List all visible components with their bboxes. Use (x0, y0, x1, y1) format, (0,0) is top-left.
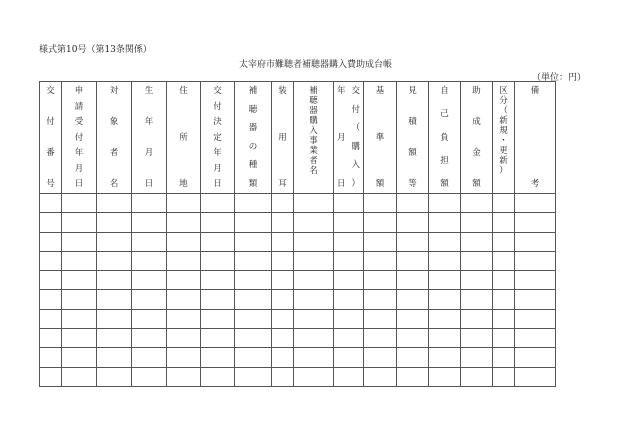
header-char: 購 (309, 116, 318, 126)
table-cell (294, 309, 334, 328)
table-cell (515, 251, 556, 270)
column-header (515, 82, 556, 194)
table-cell (167, 194, 201, 213)
table-cell (334, 213, 364, 232)
table-cell (493, 194, 515, 213)
table-cell (334, 309, 364, 328)
table-cell (272, 367, 294, 386)
table-cell (429, 367, 461, 386)
table-cell (515, 213, 556, 232)
table-cell (461, 309, 493, 328)
header-char: 助 (472, 86, 481, 96)
header-char: 等 (408, 179, 417, 189)
table-cell (364, 271, 397, 290)
header-char: 更 (499, 146, 508, 156)
column-header (62, 82, 97, 194)
header-char: 申 (74, 86, 84, 96)
table-cell (235, 367, 272, 386)
table-cell (294, 251, 334, 270)
table-cell (97, 194, 132, 213)
table-cell (334, 271, 364, 290)
table-cell (201, 309, 235, 328)
table-cell (429, 251, 461, 270)
table-cell (397, 271, 429, 290)
header-char: 定 (213, 132, 222, 143)
table-cell (272, 290, 294, 309)
table-cell (235, 290, 272, 309)
header-char: 担 (440, 155, 449, 166)
column-header (40, 82, 62, 194)
header-char: 日 (336, 179, 346, 189)
table-cell (429, 290, 461, 309)
table-cell (364, 232, 397, 251)
table-cell (97, 309, 132, 328)
table-cell (40, 271, 62, 290)
header-char: 所 (179, 132, 188, 143)
table-cell (364, 251, 397, 270)
table-row (40, 329, 556, 348)
header-char: 付 (74, 132, 84, 143)
table-cell (429, 194, 461, 213)
table-cell (294, 213, 334, 232)
table-row (40, 348, 556, 367)
column-header (429, 82, 461, 194)
table-cell (201, 251, 235, 270)
header-char: 生 (144, 86, 154, 96)
table-cell (461, 232, 493, 251)
header-char: （ (351, 123, 360, 134)
header-row (40, 82, 556, 194)
header-char: 種 (248, 160, 258, 171)
table-cell (397, 309, 429, 328)
table-cell (461, 348, 493, 367)
header-char: 耳 (278, 179, 287, 189)
table-cell (272, 232, 294, 251)
table-cell (294, 329, 334, 348)
header-char: 基 (375, 86, 385, 96)
table-cell (201, 213, 235, 232)
header-char: 器 (248, 123, 258, 134)
table-cell (334, 290, 364, 309)
header-char: 入 (351, 160, 360, 171)
header-char: 購 (351, 141, 360, 152)
table-cell (493, 329, 515, 348)
header-char: 己 (440, 109, 449, 120)
column-header (167, 82, 201, 194)
table-cell (461, 251, 493, 270)
table-cell (397, 251, 429, 270)
table-cell (461, 271, 493, 290)
table-cell (62, 329, 97, 348)
table-cell (167, 309, 201, 328)
table-cell (515, 329, 556, 348)
header-char: 事 (309, 136, 318, 146)
header-char: 準 (375, 132, 385, 143)
ledger-table (39, 81, 556, 387)
table-cell (397, 213, 429, 232)
header-char: 入 (309, 126, 318, 136)
table-cell (97, 348, 132, 367)
table-cell (397, 290, 429, 309)
table-cell (62, 367, 97, 386)
header-char: 見 (408, 86, 417, 96)
table-cell (493, 232, 515, 251)
header-char: 装 (278, 86, 287, 96)
table-cell (294, 271, 334, 290)
table-cell (40, 290, 62, 309)
table-cell (294, 348, 334, 367)
header-char: 象 (109, 117, 119, 127)
table-cell (429, 309, 461, 328)
table-cell (397, 367, 429, 386)
table-cell (62, 271, 97, 290)
header-char: 日 (213, 179, 222, 189)
table-cell (40, 251, 62, 270)
table-cell (235, 213, 272, 232)
table-cell (97, 271, 132, 290)
table-cell (364, 329, 397, 348)
table-cell (167, 367, 201, 386)
table-cell (167, 271, 201, 290)
header-char: 聴 (309, 96, 318, 106)
table-cell (272, 348, 294, 367)
header-char: 交 (213, 86, 222, 96)
header-char: 補 (309, 86, 318, 96)
header-char: 月 (74, 163, 84, 174)
header-char: 年 (74, 148, 84, 158)
column-header (294, 82, 334, 194)
table-cell (167, 290, 201, 309)
table-cell (132, 309, 167, 328)
table-cell (515, 309, 556, 328)
table-cell (429, 329, 461, 348)
table-cell (97, 232, 132, 251)
table-cell (294, 290, 334, 309)
table-cell (334, 329, 364, 348)
table-cell (364, 194, 397, 213)
header-char: ） (499, 166, 508, 176)
header-char: 名 (309, 166, 318, 176)
header-char: 付 (46, 117, 55, 127)
header-char: 月 (213, 163, 222, 174)
table-cell (235, 271, 272, 290)
header-char: 者 (109, 148, 119, 158)
column-header (364, 82, 397, 194)
table-cell (235, 232, 272, 251)
column-header (97, 82, 132, 194)
header-char: 新 (499, 156, 508, 166)
table-cell (167, 329, 201, 348)
table-cell (493, 367, 515, 386)
table-cell (461, 290, 493, 309)
table-cell (235, 194, 272, 213)
table-cell (272, 329, 294, 348)
table-cell (294, 232, 334, 251)
header-char: 年 (336, 86, 346, 96)
header-char: 号 (46, 179, 55, 189)
table-cell (235, 251, 272, 270)
header-char: 住 (179, 86, 188, 96)
table-cell (429, 213, 461, 232)
column-header (235, 82, 272, 194)
header-char: （ (499, 106, 508, 116)
header-char: 交 (351, 86, 360, 96)
header-char: 用 (278, 132, 287, 143)
table-cell (334, 367, 364, 386)
table-row (40, 309, 556, 328)
column-header (397, 82, 429, 194)
table-cell (40, 194, 62, 213)
table-cell (235, 348, 272, 367)
header-char: 器 (309, 106, 318, 116)
table-cell (132, 348, 167, 367)
table-cell (40, 213, 62, 232)
table-cell (132, 213, 167, 232)
table-cell (515, 232, 556, 251)
table-cell (294, 194, 334, 213)
table-cell (272, 213, 294, 232)
table-cell (97, 329, 132, 348)
table-cell (364, 348, 397, 367)
table-cell (235, 309, 272, 328)
column-header (201, 82, 235, 194)
header-char: 額 (440, 179, 449, 189)
header-char: 額 (375, 179, 385, 189)
header-char: の (248, 141, 258, 152)
header-char: ・ (499, 136, 508, 146)
header-char: 付 (213, 101, 222, 112)
table-row (40, 251, 556, 270)
header-char: 区 (499, 86, 508, 96)
table-cell (40, 348, 62, 367)
table-cell (364, 290, 397, 309)
page-title: 太宰府市難聴者補聴器購入費助成台帳 (239, 60, 393, 70)
header-char: 月 (336, 132, 346, 143)
table-cell (40, 309, 62, 328)
table-cell (272, 309, 294, 328)
header-char: 金 (472, 148, 481, 158)
table-cell (397, 232, 429, 251)
table-cell (272, 194, 294, 213)
table-row (40, 232, 556, 251)
table-cell (272, 271, 294, 290)
table-cell (167, 213, 201, 232)
table-cell (493, 251, 515, 270)
table-cell (493, 213, 515, 232)
table-cell (62, 213, 97, 232)
header-char: 請 (74, 101, 84, 112)
table-row (40, 290, 556, 309)
table-cell (493, 290, 515, 309)
table-cell (364, 309, 397, 328)
table-cell (62, 194, 97, 213)
column-header (132, 82, 167, 194)
table-cell (62, 251, 97, 270)
form-number: 様式第10号（第13条関係） (39, 45, 152, 55)
header-char: 月 (144, 148, 154, 158)
table-row (40, 271, 556, 290)
table-cell (493, 348, 515, 367)
column-header (272, 82, 294, 194)
table-cell (334, 251, 364, 270)
table-cell (272, 251, 294, 270)
header-char: 補 (248, 86, 258, 96)
header-char: 考 (530, 179, 540, 189)
header-char: 日 (74, 179, 84, 189)
table-cell (429, 232, 461, 251)
table-cell (334, 232, 364, 251)
table-cell (62, 232, 97, 251)
table-cell (397, 194, 429, 213)
table-cell (461, 194, 493, 213)
table-cell (493, 309, 515, 328)
header-char: 受 (74, 117, 84, 127)
table-cell (40, 329, 62, 348)
table-cell (62, 309, 97, 328)
header-char: 名 (109, 179, 119, 189)
table-cell (461, 213, 493, 232)
table-cell (201, 329, 235, 348)
header-char: 交 (46, 86, 55, 96)
table-cell (201, 290, 235, 309)
header-char: 付 (351, 104, 360, 115)
header-char: 年 (144, 117, 154, 127)
table-cell (97, 290, 132, 309)
table-cell (493, 271, 515, 290)
table-row (40, 194, 556, 213)
table-cell (132, 329, 167, 348)
header-char: 者 (309, 156, 318, 166)
table-cell (97, 367, 132, 386)
header-char: ） (351, 178, 360, 189)
header-char: 聴 (248, 104, 258, 115)
header-char: 額 (472, 179, 481, 189)
table-cell (167, 251, 201, 270)
table-cell (461, 367, 493, 386)
table-cell (132, 194, 167, 213)
table-cell (132, 367, 167, 386)
table-cell (397, 329, 429, 348)
header-char: 分 (499, 96, 508, 106)
table-cell (364, 367, 397, 386)
table-cell (132, 251, 167, 270)
header-char: 備 (530, 86, 540, 96)
table-cell (97, 251, 132, 270)
table-row (40, 367, 556, 386)
table-cell (132, 271, 167, 290)
header-char: 類 (248, 178, 258, 189)
unit-label: （単位：円） (532, 73, 587, 83)
header-char: 年 (213, 148, 222, 158)
table-cell (167, 348, 201, 367)
table-cell (235, 329, 272, 348)
table-cell (201, 194, 235, 213)
header-char: 自 (440, 86, 449, 96)
table-cell (201, 367, 235, 386)
table-cell (429, 271, 461, 290)
table-cell (515, 290, 556, 309)
table-cell (364, 213, 397, 232)
header-char: 地 (179, 179, 188, 189)
table-cell (515, 271, 556, 290)
table-cell (397, 348, 429, 367)
header-char: 決 (213, 117, 222, 127)
table-cell (334, 348, 364, 367)
table-cell (132, 290, 167, 309)
table-cell (62, 348, 97, 367)
header-char: 日 (144, 179, 154, 189)
header-char: 成 (472, 117, 481, 127)
table-cell (334, 194, 364, 213)
header-char: 額 (408, 148, 417, 158)
table-cell (294, 367, 334, 386)
table-cell (201, 271, 235, 290)
table-cell (201, 348, 235, 367)
table-cell (167, 232, 201, 251)
header-char: 負 (440, 132, 449, 143)
table-row (40, 213, 556, 232)
table-cell (201, 232, 235, 251)
header-char: 対 (109, 86, 119, 96)
header-char: 番 (46, 148, 55, 158)
table-cell (461, 329, 493, 348)
table-cell (40, 232, 62, 251)
table-cell (62, 290, 97, 309)
table-cell (515, 348, 556, 367)
header-char: 新 (499, 116, 508, 126)
table-cell (515, 367, 556, 386)
header-char: 業 (309, 146, 318, 156)
table-cell (40, 367, 62, 386)
header-char: 積 (408, 117, 417, 127)
column-header (461, 82, 493, 194)
table-cell (97, 213, 132, 232)
header-char: 規 (499, 126, 508, 136)
column-header (493, 82, 515, 194)
column-header (334, 82, 364, 194)
table-cell (429, 348, 461, 367)
table-cell (515, 194, 556, 213)
table-cell (132, 232, 167, 251)
